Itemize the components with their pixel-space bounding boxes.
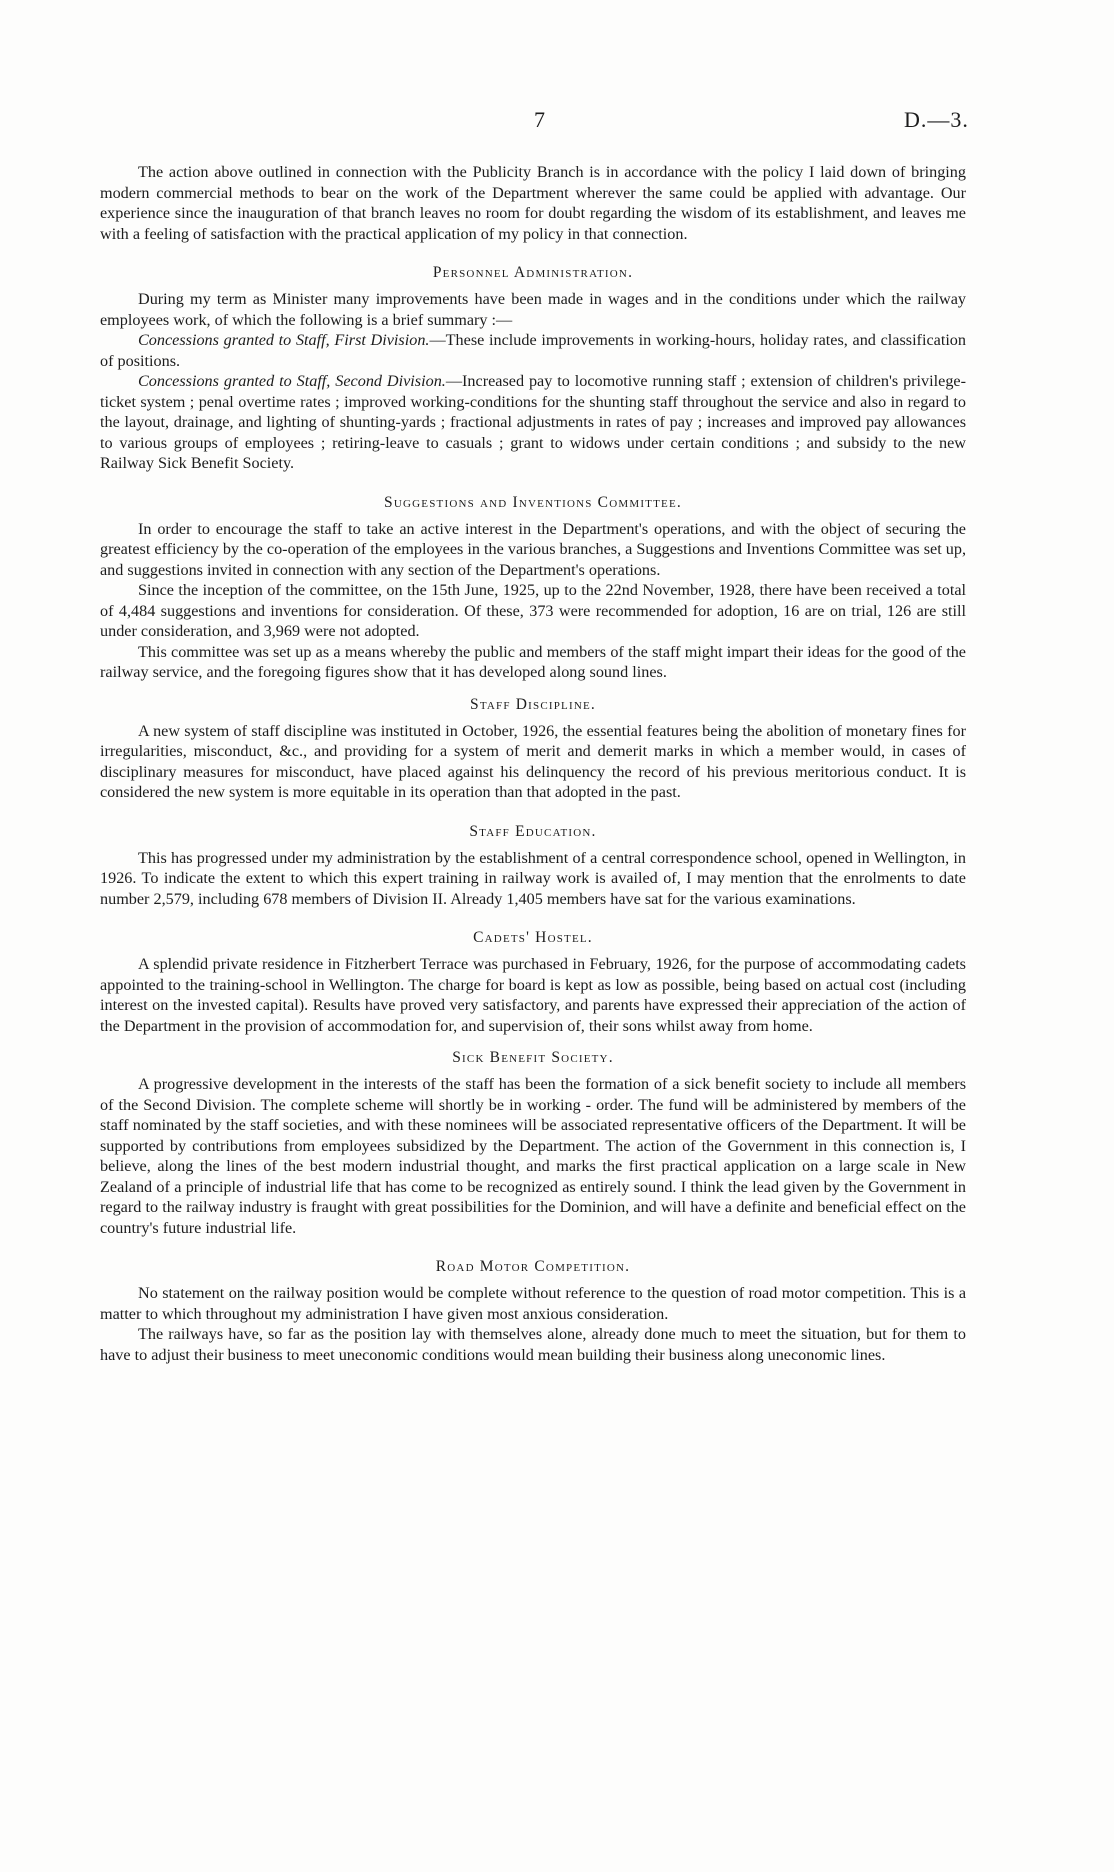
section-heading-hostel: Cadets' Hostel. bbox=[473, 929, 593, 946]
discipline-paragraph: A new system of staff discipline was instituted in October, 1926, the essential features being the abolition of monetary fines for irregularities, misconduct, &c., and providing for a system of merit and demerit marks in which a member would, in cases of disciplinary measures for misconduct, have placed against his delinquency the record of his previous meritorious conduct. It is considered the new system is more equitable in its operation than that adopted in the past. bbox=[100, 721, 966, 801]
suggestions-paragraph-3: This committee was set up as a means whereby the public and members of the staff might impart their ideas for the good of the railway service, and the foregoing figures show that it has developed along sound lines. bbox=[100, 642, 966, 681]
section-heading-personnel: Personnel Administration. bbox=[432, 264, 634, 281]
sick-benefit-paragraph: A progressive development in the interests of the staff has been the formation of a sick benefit society to include all members of the Second Division. The complete scheme will shortly be in working - order. The fund will be administered by members of the staff nominated by the staff societies, and with these nominees will be associated representative officers of the Department. It will be supported by contributions from employees subsidized by the Department. The action of the Government in this connection is, I believe, along the lines of the best modern industrial thought, and marks the first practical application on a large scale in New Zealand of a principle of industrial life that has come to be recognized as entirely sound. I think the lead given by the Government in regard to the railway industry is fraught with great possibilities for the Dominion, and will have a definite and beneficial effect on the country's future industrial life. bbox=[100, 1075, 966, 1237]
section-heading-discipline: Staff Discipline. bbox=[470, 695, 596, 713]
page-number: 7 bbox=[534, 107, 545, 132]
personnel-paragraph-1: During my term as Minister many improvements have been made in wages and in the conditions under which the railway employees work, of which the following is a brief summary :— bbox=[100, 290, 966, 329]
road-motor-paragraph-1: No statement on the railway position would be complete without reference to the question of road motor competition. This is a matter to which throughout my administration I have given most anxious consideration. bbox=[100, 1284, 966, 1323]
suggestions-paragraph-2: Since the inception of the committee, on the 15th June, 1925, up to the 22nd November, 1928, there have been received a total of 4,484 suggestions and inventions for consideration. Of these, 373 were recommended for adoption, 16 are on trial, 126 are still under consideration, and 3,969 were not adopted. bbox=[100, 581, 966, 640]
suggestions-paragraph-1: In order to encourage the staff to take an active interest in the Department's operations, and with the object of securing the greatest efficiency by the co-operation of the employees in the various branches, a Suggestions and Inventions Committee was set up, and suggestions invited in connection with any section of the Department's operations. bbox=[100, 519, 966, 579]
publicity-paragraph: The action above outlined in connection with the Publicity Branch is in accordance with the policy I laid down of bringing modern commercial methods to bear on the work of the Department wherever the same could be applied with advantage. Our experience since the inauguration of that branch leaves no room for doubt regarding the wisdom of its establishment, and leaves me with a feeling of satisfaction with the practical application of my policy in that connection. bbox=[100, 163, 966, 243]
document-reference: D.—3. bbox=[904, 107, 969, 132]
second-division-title: Concessions granted to Staff, Second Division. bbox=[138, 372, 446, 390]
hostel-paragraph: A splendid private residence in Fitzherbert Terrace was purchased in February, 1926, for the purpose of accommodating cadets appointed to the training-school in Wellington. The charge for board is kept as low as possible, being based on actual cost (including interest on the invested capital). Results have proved very satisfactory, and parents have expressed their appreciation of the action of the Department in the provision of accommodation for, and supervision of, their sons whilst away from home. bbox=[100, 955, 966, 1035]
first-division-text: —These include improvements in working-hours, holiday rates, and classification of positions. bbox=[100, 331, 966, 370]
page-header bbox=[0, 107, 1114, 137]
first-division-title: Concessions granted to Staff, First Division. bbox=[138, 331, 430, 349]
section-heading-road-motor: Road Motor Competition. bbox=[435, 1258, 631, 1275]
personnel-paragraph-second-division bbox=[100, 371, 966, 474]
road-motor-paragraph-2: The railways have, so far as the position lay with themselves alone, already done much to meet the situation, but for them to have to adjust their business to meet uneconomic conditions would mean building their business along uneconomic lines. bbox=[100, 1325, 966, 1364]
education-paragraph: This has progressed under my administration by the establishment of a central correspondence school, opened in Wellington, in 1926. To indicate the extent to which this expert training in railway work is availed of, I may mention that the enrolments to date number 2,579, including 678 members of Division II. Already 1,405 members have sat for the various examinations. bbox=[100, 848, 966, 908]
personnel-paragraph-first-division bbox=[100, 330, 966, 371]
page-body bbox=[100, 162, 966, 1365]
section-heading-suggestions: Suggestions and Inventions Committee. bbox=[384, 493, 682, 511]
second-division-text: —Increased pay to locomotive running staff ; extension of children's privilege-ticket system ; penal overtime rates ; improved working-conditions for the shunting staff throughout the service and also in regard to the layout, drainage, and lighting of shunting-yards ; fractional adjustments in rates of pay ; increases and improved pay allowances to various groups of employees ; retiring-leave to casuals ; grant to widows under certain conditions ; and subsidy to the new Railway Sick Benefit Society. bbox=[100, 372, 966, 472]
section-heading-sick-benefit: Sick Benefit Society. bbox=[452, 1049, 614, 1066]
section-heading-education: Staff Education. bbox=[469, 822, 597, 840]
